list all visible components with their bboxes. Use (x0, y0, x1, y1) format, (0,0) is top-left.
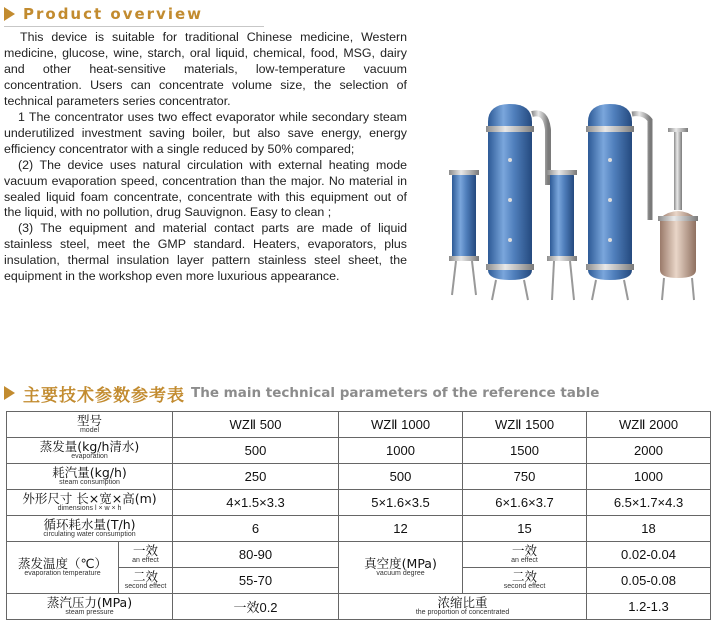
params-heading-en: The main technical parameters of the reference table (191, 385, 600, 401)
overview-paragraph: This device is suitable for traditional Chinese medicine, Western medicine, glucose, wine, starch, oral liquid, chemical, food, MSG, dairy and other heat-sensitive materials, low-temperature vacuum concentration. Users can concentrate volume size, the selection of technical parameters series concentrator. (4, 30, 407, 108)
sub-label: 二效 second effect (463, 568, 587, 594)
params-heading-row (4, 381, 599, 405)
table-cell: 15 (463, 516, 587, 542)
table-cell: 1000 (587, 464, 711, 490)
table-cell: 500 (173, 438, 339, 464)
table-cell: 750 (463, 464, 587, 490)
heading-divider (4, 26, 264, 27)
overview-paragraph: 1 The concentrator uses two effect evaporator while secondary steam underutilized investment saving boiler, but also save energy, energy efficiency concentrator with a single reduced by 50% compared; (4, 109, 407, 156)
row-label: 蒸汽压力(MPa) steam pressure (7, 594, 173, 620)
table-cell: 55-70 (173, 568, 339, 594)
params-heading-cn: 主要技术参数参考表 (23, 385, 185, 406)
row-label: 蒸发量(kg/h清水) evaporation (7, 438, 173, 464)
overview-heading: Product overview (23, 5, 204, 23)
table-row (7, 438, 711, 464)
row-label: 蒸发温度（℃） evaporation temperature (7, 542, 119, 594)
overview-paragraph: (3) The equipment and material contact parts are made of liquid stainless steel, meet the GMP standard. Heaters, evaporators, plus insulation, thermal insulation layer pattern stainless steel sheet, the equipment in the workshop even more luxurious appearance. (4, 221, 407, 284)
table-cell: 1500 (463, 438, 587, 464)
triangle-bullet-icon (4, 386, 15, 400)
row-label: 外形尺寸 长×宽×高(m) dimensions l × w × h (7, 490, 173, 516)
table-cell: WZⅡ 1500 (463, 412, 587, 438)
table-cell: WZⅡ 2000 (587, 412, 711, 438)
table-cell: WZⅡ 500 (173, 412, 339, 438)
sub-label: 一效 an effect (119, 542, 173, 568)
table-cell: 1000 (339, 438, 463, 464)
overview-paragraph: (2) The device uses natural circulation with external heating mode vacuum evaporation speed, concentration than the major. No material in sealed liquid foam concentrate, concentrate with this equipment out of the liquid, with no pollution, drug Sauvignon. Easy to clean ; (4, 157, 407, 220)
table-cell: 0.05-0.08 (587, 568, 711, 594)
table-row (7, 412, 711, 438)
table-cell: 0.02-0.04 (587, 542, 711, 568)
table-cell: 一效0.2 (173, 594, 339, 620)
row-label: 真空度(MPa) vacuum degree (339, 542, 463, 594)
overview-text (4, 30, 407, 285)
table-row (7, 516, 711, 542)
table-cell: 80-90 (173, 542, 339, 568)
table-cell: 4×1.5×3.3 (173, 490, 339, 516)
table-row (7, 490, 711, 516)
table-row (7, 464, 711, 490)
table-cell: 1.2-1.3 (587, 594, 711, 620)
table-row (7, 594, 711, 620)
table-cell: 2000 (587, 438, 711, 464)
table-cell: 6 (173, 516, 339, 542)
table-cell: 6×1.6×3.7 (463, 490, 587, 516)
table-cell: WZⅡ 1000 (339, 412, 463, 438)
parameters-table (6, 411, 711, 620)
sub-label: 二效 second effect (119, 568, 173, 594)
row-label: 型号 model (7, 412, 173, 438)
row-label: 循环耗水量(T/h) circulating water consumption (7, 516, 173, 542)
table-cell: 18 (587, 516, 711, 542)
overview-heading-row (4, 3, 203, 25)
table-cell: 12 (339, 516, 463, 542)
row-label: 耗汽量(kg/h) steam consumption (7, 464, 173, 490)
concentrator-equipment-image (438, 100, 706, 310)
table-cell: 500 (339, 464, 463, 490)
table-cell: 5×1.6×3.5 (339, 490, 463, 516)
table-row (7, 542, 711, 568)
table-cell: 6.5×1.7×4.3 (587, 490, 711, 516)
table-cell: 250 (173, 464, 339, 490)
row-label: 浓缩比重 the proportion of concentrated (339, 594, 587, 620)
sub-label: 一效 an effect (463, 542, 587, 568)
triangle-bullet-icon (4, 7, 15, 21)
